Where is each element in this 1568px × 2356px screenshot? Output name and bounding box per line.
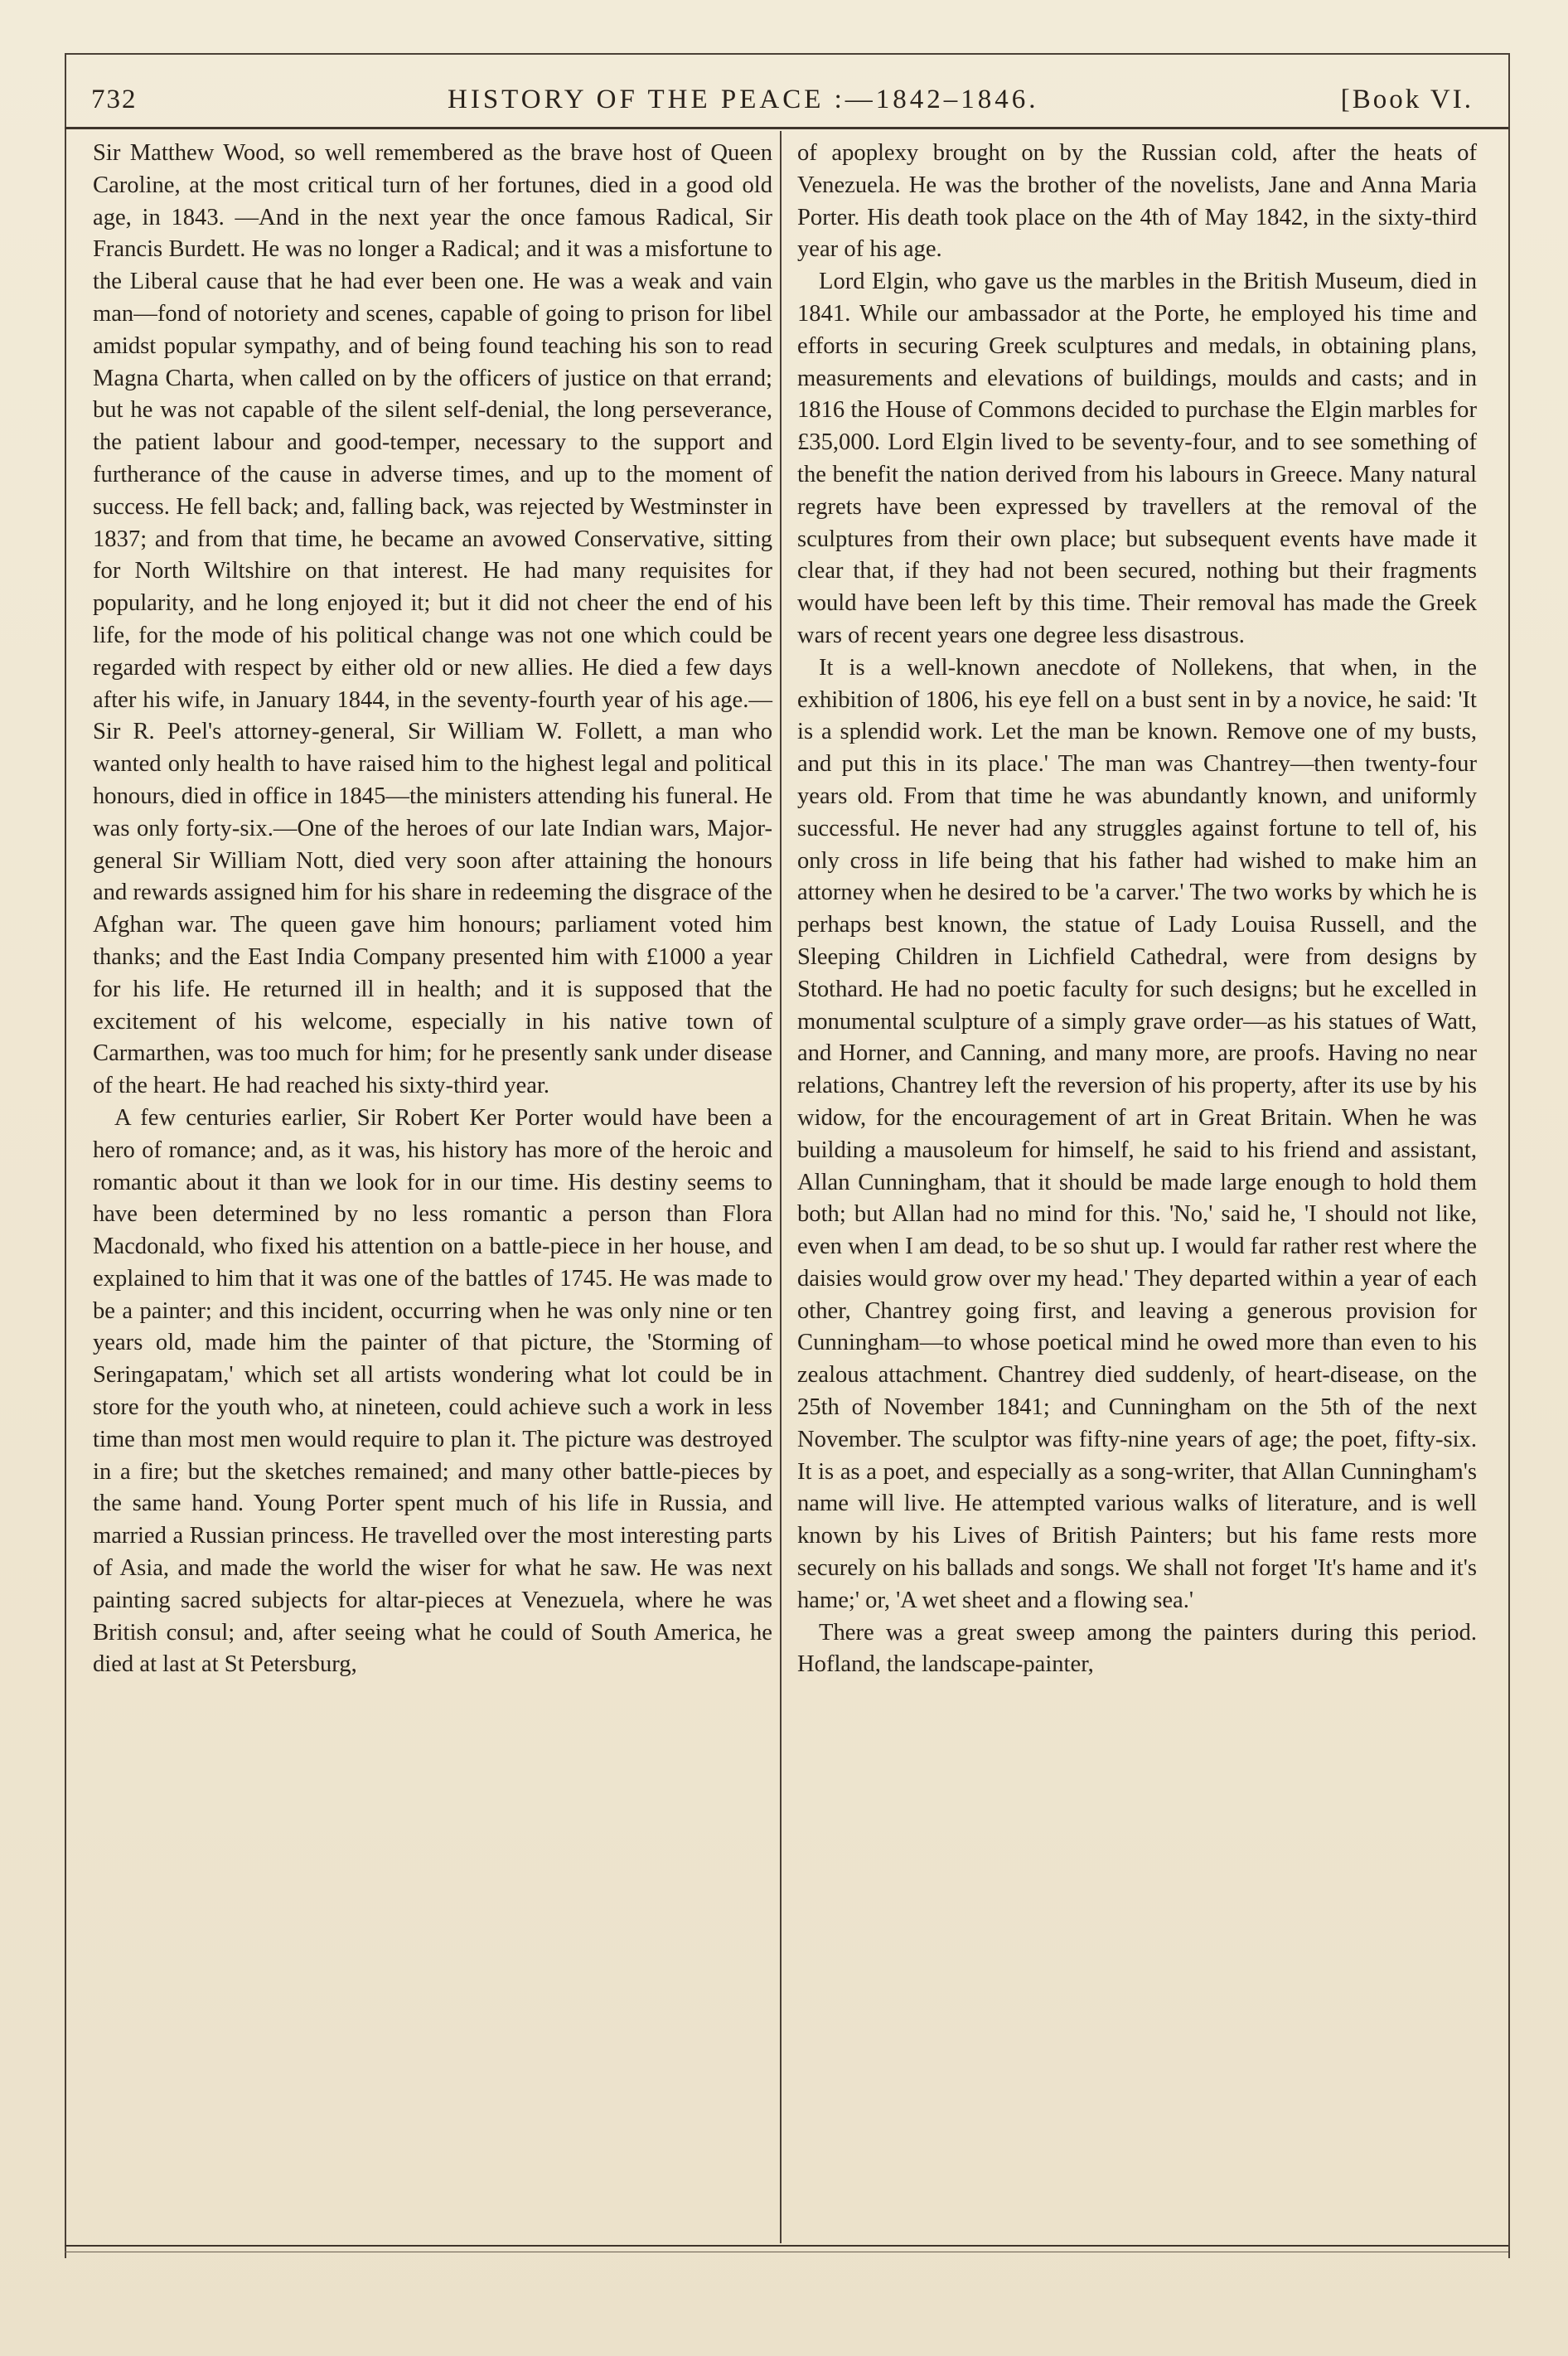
book-label: [Book VI. (1340, 85, 1474, 114)
page-number: 732 (91, 85, 138, 114)
paragraph: of apoplexy brought on by the Russian cold, after the heats of Venezuela. He was the brother of the novelists, Jane and Anna Maria Porter. His death took place on the 4th of May 1842, in the sixty-third year of his age. (797, 140, 1477, 263)
paragraph: A few centuries earlier, Sir Robert Ker Porter would have been a hero of romance; and, as it was, his history has more of the heroic and romantic about it than we look for in our time. His destiny seems to have been determined by no less romantic a person than Flora Macdonald, who fixed his attention on a battle-piece in her house, and explained to him that it was one of the battles of 1745. He was made to be a painter; and this incident, occurring when he was only nine or ten years old, made him the painter of that picture, the 'Storming of Seringapatam,' which set all artists wondering what lot could be in store for the youth who, at nineteen, could achieve such a work in less time than most men would require to plan it. The picture was destroyed in a fire; but the sketches remained; and many other battle-pieces by the same hand. Young Porter spent much of his life in Russia, and married a Russian princess. He travelled over the most interesting parts of Asia, and made the world the wiser for what he saw. He was next painting sacred subjects for altar-pieces at Venezuela, where he was British consul; and, after seeing what he could of South America, he died at last at St Petersburg, (93, 1104, 772, 1678)
running-title: HISTORY OF THE PEACE :—1842–1846. (448, 85, 1039, 114)
left-column (93, 138, 772, 1681)
column-divider (780, 131, 782, 2243)
footer-rule (65, 2245, 1508, 2247)
right-column (797, 138, 1477, 1681)
paragraph: There was a great sweep among the painters during this period. Hofland, the landscape-painter, (797, 1619, 1477, 1678)
paragraph: Lord Elgin, who gave us the marbles in the British Museum, died in 1841. While our ambassador at the Porte, he employed his time and efforts in securing Greek sculptures and medals, in obtaining plans, measurements and elevations of buildings, moulds and casts; and in 1816 the House of Commons decided to purchase the Elgin marbles for £35,000. Lord Elgin lived to be seventy-four, and to see something of the benefit the nation derived from his labours in Greece. Many natural regrets have been expressed by travellers at the removal of the sculptures from their own place; but subsequent events have made it clear that, if they had not been secured, nothing but their fragments would have been left by this time. Their removal has made the Greek wars of recent years one degree less disastrous. (797, 269, 1477, 648)
running-header (83, 73, 1492, 123)
paragraph: It is a well-known anecdote of Nollekens, that when, in the exhibition of 1806, his eye fell on a bust sent in by a novice, he said: 'It is a splendid work. Let the man be known. Remove one of my busts, and put this in its place.' The man was Chantrey—then twenty-four years old. From that time he was abundantly known, and uniformly successful. He never had any struggles against fortune to tell of, his only cross in life being that his father had wished to make him an attorney when he desired to be 'a carver.' The two works by which he is perhaps best known, the statue of Lady Louisa Russell, and the Sleeping Children in Lichfield Cathedral, were from designs by Stothard. He had no poetic faculty for such designs; but he excelled in monumental sculpture of a simply grave order—as his statues of Watt, and Horner, and Canning, and many more, are proofs. Having no near relations, Chantrey left the reversion of his property, after its use by his widow, for the encouragement of art in Great Britain. When he was building a mausoleum for himself, he said to his friend and assistant, Allan Cunningham, that it should be made large enough to hold them both; but Allan had no mind for this. 'No,' said he, 'I should not like, even when I am dead, to be so shut up. I would far rather rest where the daisies would grow over my head.' They departed within a year of each other, Chantrey going first, and leaving a generous provision for Cunningham—to whose poetical mind he owed more than even to his zealous attachment. Chantrey died suddenly, of heart-disease, on the 25th of November 1841; and Cunningham on the 5th of the next November. The sculptor was fifty-nine years of age; the poet, fifty-six. It is as a poet, and especially as a song-writer, that Allan Cunningham's name will live. He attempted various walks of literature, and is well known by his Lives of British Painters; but his fame rests more securely on his ballads and songs. We shall not forget 'It's hame and it's hame;' or, 'A wet sheet and a flowing sea.' (797, 654, 1477, 1613)
paragraph: Sir Matthew Wood, so well remembered as the brave host of Queen Caroline, at the most critical turn of her fortunes, died in a good old age, in 1843. —And in the next year the once famous Radical, Sir Francis Burdett. He was no longer a Radical; and it was a misfortune to the Liberal cause that he had ever been one. He was a weak and vain man—fond of notoriety and scenes, capable of going to prison for libel amidst popular sympathy, and of being found teaching his son to read Magna Charta, when called on by the officers of justice on that errand; but he was not capable of the silent self-denial, the long perseverance, the patient labour and good-temper, necessary to the support and furtherance of the cause in adverse times, and up to the moment of success. He fell back; and, falling back, was rejected by Westminster in 1837; and from that time, he became an avowed Conservative, sitting for North Wiltshire on that interest. He had many requisites for popularity, and he long enjoyed it; but it did not cheer the end of his life, for the mode of his political change was not one which could be regarded with respect by either old or new allies. He died a few days after his wife, in January 1844, in the seventy-fourth year of his age.—Sir R. Peel's attorney-general, Sir William W. Follett, a man who wanted only health to have raised him to the highest legal and political honours, died in office in 1845—the ministers attending his funeral. He was only forty-six.—One of the heroes of our late Indian wars, Major-general Sir William Nott, died very soon after attaining the honours and rewards assigned him for his share in redeeming the disgrace of the Afghan war. The queen gave him honours; parliament voted him thanks; and the East India Company presented him with £1000 a year for his life. He returned ill in health; and it is supposed that the excitement of his welcome, especially in his native town of Carmarthen, was too much for him; for he presently sank under disease of the heart. He had reached his sixty-third year. (93, 140, 772, 1099)
header-rule (65, 127, 1508, 129)
